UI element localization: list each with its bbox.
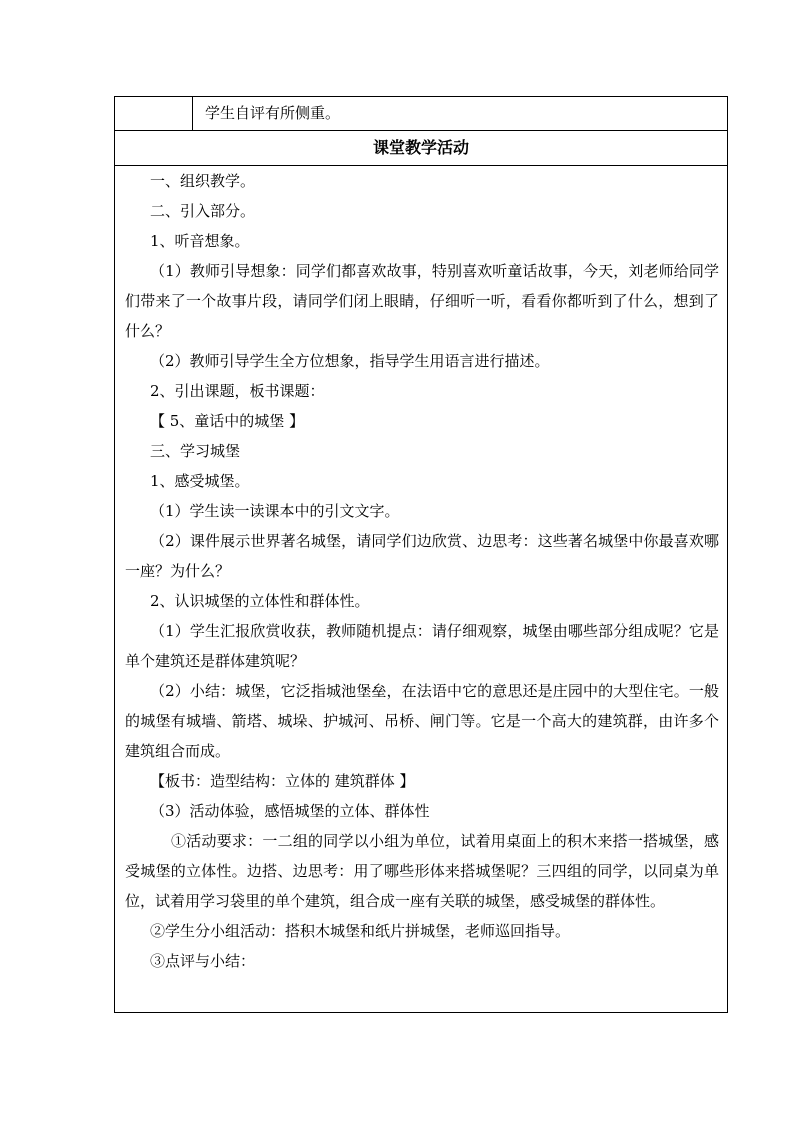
table-row-top: [115, 97, 727, 131]
paragraph: 2、认识城堡的立体性和群体性。: [150, 592, 370, 610]
paragraph: ②学生分小组活动：搭积木城堡和纸片拼城堡，老师巡回指导。: [150, 922, 571, 940]
paragraph: （1）教师引导想象：同学们都喜欢故事，特别喜欢听童话故事，今天，刘老师给同学们带来了一个故事片段，请同学们闭上眼睛，仔细听一听，看看你都听到了什么，想到了什么？: [125, 262, 719, 340]
paragraph: 二、引入部分。: [150, 202, 256, 220]
paragraph: 【板书：造型结构：立体的 建筑群体 】: [150, 772, 415, 790]
paragraph: 【 5、童话中的城堡 】: [150, 412, 305, 430]
table-label-cell: [115, 97, 193, 130]
paragraph: 1、感受城堡。: [150, 472, 250, 490]
section-heading-row: [115, 131, 727, 166]
paragraph: ①活动要求：一二组的同学以小组为单位，试着用桌面上的积木来搭一搭城堡，感受城堡的立体性。边搭、边思考：用了哪些形体来搭城堡呢？三四组的同学，以同桌为单位，试着用学习袋里的单个建筑，组合成一座有关联的城堡，感受城堡的群体性。: [125, 832, 719, 910]
paragraph: （2）教师引导学生全方位想象，指导学生用语言进行描述。: [150, 352, 550, 370]
table-value-cell: 学生自评有所侧重。: [205, 104, 341, 122]
paragraph: ③点评与小结：: [150, 952, 256, 970]
paragraph: （2）小结：城堡，它泛指城池堡垒，在法语中它的意思还是庄园中的大型住宅。一般的城堡有城墙、箭塔、城垛、护城河、吊桥、闸门等。它是一个高大的建筑群，由许多个建筑组合而成。: [125, 682, 719, 760]
section-heading: 课堂教学活动: [372, 138, 469, 157]
paragraph: 一、组织教学。: [150, 172, 256, 190]
paragraph: （2）课件展示世界著名城堡，请同学们边欣赏、边思考：这些著名城堡中你最喜欢哪一座？为什么？: [125, 532, 719, 580]
paragraph: 2、引出课题，板书课题：: [150, 382, 325, 400]
paragraph: 三、学习城堡: [150, 442, 241, 460]
lesson-content: [125, 166, 719, 976]
paragraph: （3）活动体验，感悟城堡的立体、群体性: [150, 802, 430, 820]
lesson-table: [114, 96, 728, 1013]
paragraph: 1、听音想象。: [150, 232, 250, 250]
paragraph: （1）学生汇报欣赏收获，教师随机提点：请仔细观察，城堡由哪些部分组成呢？它是单个建筑还是群体建筑呢？: [125, 622, 719, 670]
paragraph: （1）学生读一读课本中的引文文字。: [150, 502, 400, 520]
